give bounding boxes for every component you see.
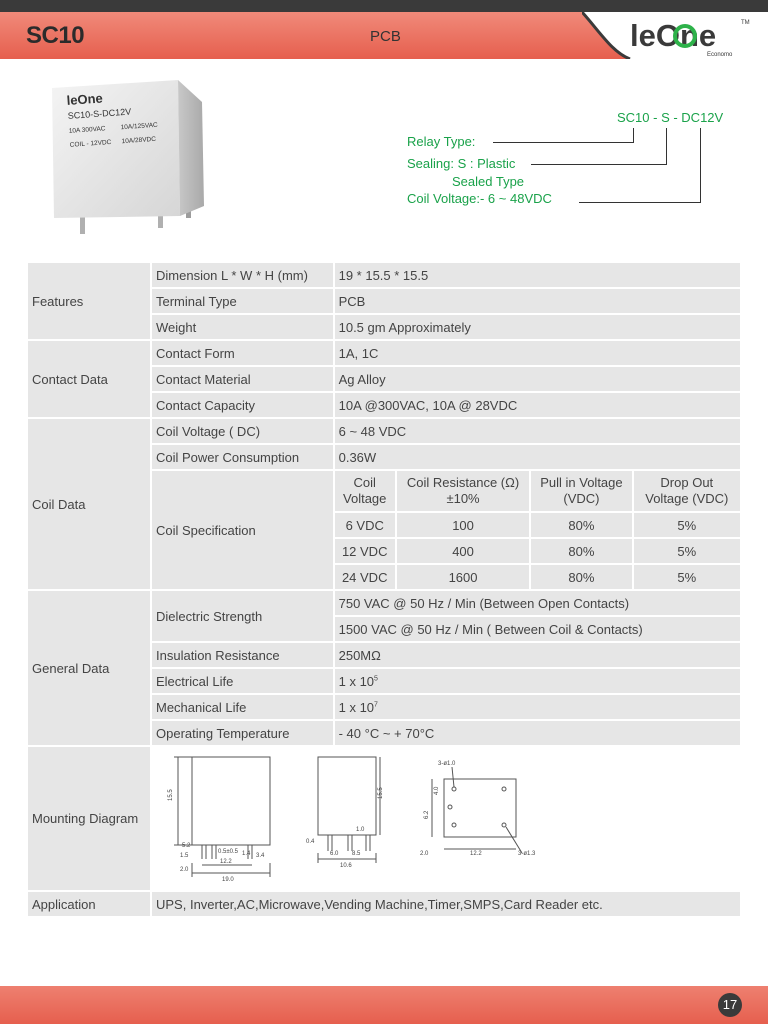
- logo-tagline: Economo: [707, 52, 733, 58]
- param-label: Coil Power Consumption: [151, 444, 334, 470]
- param-value: [334, 694, 741, 720]
- dim-d2: 5.2: [182, 843, 191, 849]
- param-value: PCB: [334, 288, 741, 314]
- leader-line-relay-v: [633, 128, 634, 143]
- relay-line-1: 10A 300VAC: [68, 125, 106, 135]
- param-label: Coil Voltage ( DC): [151, 418, 334, 444]
- dim-d11: 10.6: [340, 863, 352, 869]
- relay-photo: [50, 78, 210, 238]
- dim-width: 15.5: [378, 787, 384, 799]
- category-application: Application: [27, 891, 151, 917]
- electrical-life-base: 1 x 10: [338, 673, 375, 689]
- spec-cell: 5%: [633, 538, 741, 564]
- coil-voltage-label: Coil Voltage:- 6 ~ 48VDC: [407, 191, 552, 206]
- leader-line-coil-v: [700, 128, 701, 203]
- spec-cell: 6 VDC: [334, 512, 396, 538]
- param-value: 1500 VAC @ 50 Hz / Min ( Between Coil & Contacts): [334, 616, 741, 642]
- dim-d3: 1.4: [242, 851, 251, 857]
- spec-cell: 1600: [396, 564, 530, 590]
- mechanical-life-base: 1 x 10: [338, 699, 375, 715]
- relay-model: SC10-S-DC12V: [67, 106, 132, 121]
- pcb-layout-drawing: [432, 767, 522, 853]
- spec-header-pull-in: Pull in Voltage (VDC): [530, 470, 632, 512]
- relay-brand: leOne: [66, 90, 104, 108]
- param-label: Insulation Resistance: [151, 642, 334, 668]
- dim-pin-width: 0.5±0.5: [218, 849, 238, 855]
- leader-line-sealing: [531, 164, 667, 165]
- param-value: Ag Alloy: [334, 366, 741, 392]
- relay-line-2: 10A/125VAC: [120, 121, 158, 132]
- part-code: SC10 - S - DC12V: [617, 110, 724, 125]
- application-value: UPS, Inverter,AC,Microwave,Vending Machine,Timer,SMPS,Card Reader etc.: [151, 891, 741, 917]
- spec-cell: 5%: [633, 564, 741, 590]
- dim-d5: 2.0: [180, 867, 189, 873]
- electrical-life-exponent: 5: [374, 675, 378, 683]
- table-row: [27, 891, 741, 917]
- param-label: Terminal Type: [151, 288, 334, 314]
- footer-band: [0, 986, 768, 1024]
- param-label: Mechanical Life: [151, 694, 334, 720]
- relay-line-3: COIL - 12VDC: [69, 138, 112, 149]
- spec-table: [26, 261, 742, 918]
- dim-length: 19.0: [222, 877, 234, 883]
- table-row: [27, 418, 741, 444]
- dim-d12: 4.0: [434, 786, 440, 795]
- table-row: [27, 746, 741, 891]
- param-label: Electrical Life: [151, 668, 334, 694]
- dim-d6: 12.2: [220, 859, 232, 865]
- dim-hole1: 3-ø1.0: [438, 761, 456, 767]
- param-value: 250MΩ: [334, 642, 741, 668]
- spec-header-coil-voltage: Coil Voltage: [334, 470, 396, 512]
- category-coil: Coil Data: [27, 418, 151, 590]
- product-type: PCB: [370, 28, 401, 45]
- table-row: [27, 340, 741, 366]
- leader-line-sealing-v: [666, 128, 667, 165]
- dim-d14: 2.0: [420, 851, 429, 857]
- category-general: General Data: [27, 590, 151, 746]
- dim-d13: 6.2: [424, 810, 430, 819]
- param-label: Weight: [151, 314, 334, 340]
- param-value: [334, 668, 741, 694]
- dim-d7: 1.0: [356, 827, 365, 833]
- brand-logo: [582, 12, 768, 59]
- mechanical-life-exponent: 7: [374, 701, 378, 709]
- param-label: Dielectric Strength: [151, 590, 334, 642]
- spec-cell: 80%: [530, 538, 632, 564]
- table-row: [27, 590, 741, 616]
- spec-cell: 400: [396, 538, 530, 564]
- dim-height: 15.5: [168, 789, 174, 801]
- dim-hole2: 3-ø1.3: [518, 851, 536, 857]
- param-value: 6 ~ 48 VDC: [334, 418, 741, 444]
- param-label: Contact Form: [151, 340, 334, 366]
- spec-header-drop-out: Drop Out Voltage (VDC): [633, 470, 741, 512]
- spec-cell: 80%: [530, 512, 632, 538]
- param-value: 750 VAC @ 50 Hz / Min (Between Open Contacts): [334, 590, 741, 616]
- leader-line-relay: [493, 142, 634, 143]
- spec-cell: 24 VDC: [334, 564, 396, 590]
- spec-cell: 100: [396, 512, 530, 538]
- dim-d10: 8.5: [352, 851, 361, 857]
- param-value: 1A, 1C: [334, 340, 741, 366]
- relay-type-label: Relay Type:: [407, 134, 476, 149]
- param-label: Dimension L * W * H (mm): [151, 262, 334, 288]
- sealed-type-label: Sealed Type: [452, 174, 525, 189]
- model-title: SC10: [26, 22, 85, 49]
- param-value: 10.5 gm Approximately: [334, 314, 741, 340]
- top-bar: [0, 0, 768, 12]
- param-label: Coil Specification: [151, 470, 334, 590]
- param-label: Operating Temperature: [151, 720, 334, 746]
- mounting-diagram-cell: [151, 746, 741, 891]
- dim-d15: 12.2: [470, 851, 482, 857]
- spec-cell: 12 VDC: [334, 538, 396, 564]
- dim-d9: 6.0: [330, 851, 339, 857]
- param-label: Contact Capacity: [151, 392, 334, 418]
- logo-tm: TM: [741, 20, 750, 26]
- param-value: - 40 °C ~ + 70°C: [334, 720, 741, 746]
- leader-line-coil: [579, 202, 701, 203]
- dim-d1: 1.5: [180, 853, 189, 859]
- dim-d8: 0.4: [306, 839, 315, 845]
- logo-text-le: leOne: [630, 18, 717, 53]
- param-value: 10A @300VAC, 10A @ 28VDC: [334, 392, 741, 418]
- table-row: [27, 262, 741, 288]
- sealing-label: Sealing: S : Plastic: [407, 156, 516, 171]
- param-value: 0.36W: [334, 444, 741, 470]
- spec-cell: 80%: [530, 564, 632, 590]
- category-contact: Contact Data: [27, 340, 151, 418]
- page-number: 17: [718, 993, 742, 1017]
- front-view-drawing: [318, 757, 380, 863]
- param-value: 19 * 15.5 * 15.5: [334, 262, 741, 288]
- category-mounting: Mounting Diagram: [27, 746, 151, 891]
- category-features: Features: [27, 262, 151, 340]
- spec-cell: 5%: [633, 512, 741, 538]
- mounting-diagram: [152, 747, 740, 887]
- relay-line-4: 10A/28VDC: [121, 135, 157, 146]
- spec-header-resistance: Coil Resistance (Ω) ±10%: [396, 470, 530, 512]
- param-label: Contact Material: [151, 366, 334, 392]
- dim-d4: 3.4: [256, 853, 265, 859]
